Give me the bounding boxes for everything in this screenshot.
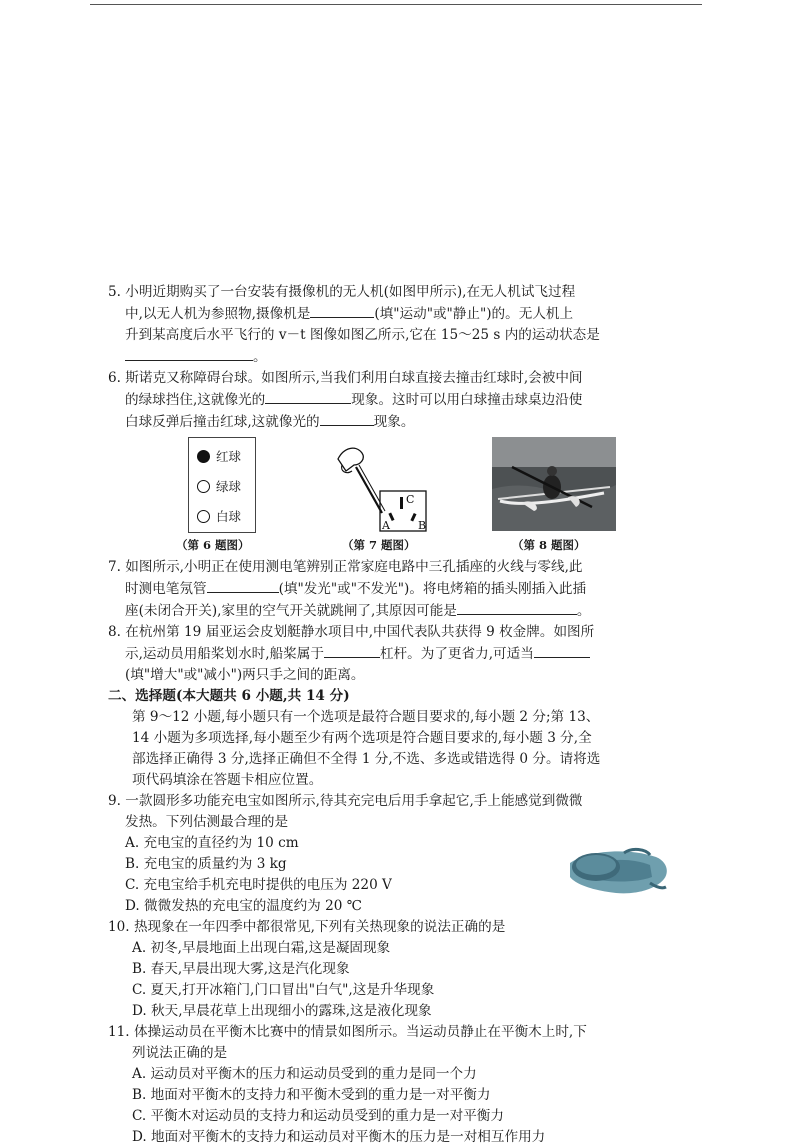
q6-blank-1[interactable] xyxy=(265,389,351,404)
question-6 xyxy=(108,368,680,433)
question-9 xyxy=(108,791,680,917)
q5-line-1: 5. 小明近期购买了一台安装有摄像机的无人机(如图甲所示),在无人机试飞过程 xyxy=(108,284,576,300)
q9-option-b[interactable]: B. 充电宝的质量约为 3 kg xyxy=(125,856,287,872)
q7-blank-1[interactable] xyxy=(207,578,279,593)
white-ball-icon xyxy=(197,510,210,523)
question-10 xyxy=(108,917,680,1022)
q9-option-c[interactable]: C. 充电宝给手机充电时提供的电压为 220 V xyxy=(125,877,392,893)
q6-text-c: 白球反弹后撞击红球,这就像光的 xyxy=(125,414,320,430)
q8-line-1: 8. 在杭州第 19 届亚运会皮划艇静水项目中,中国代表队共获得 9 枚金牌。如图所 xyxy=(108,624,595,640)
fig8-caption: （第 8 题图） xyxy=(512,538,586,552)
green-ball-icon xyxy=(197,480,210,493)
q9-option-d[interactable]: D. 微微发热的充电宝的温度约为 20 ℃ xyxy=(125,898,362,914)
q5-line-2 xyxy=(108,303,680,325)
legend-white-label: 白球 xyxy=(216,509,242,524)
q9-stem-2: 发热。下列估测最合理的是 xyxy=(125,814,289,830)
q8-blank-2[interactable] xyxy=(534,643,590,658)
fig6-legend xyxy=(188,437,256,533)
q10-option-d[interactable]: D. 秋天,早晨花草上出现细小的露珠,这是液化现象 xyxy=(132,1003,432,1019)
section-2-instr-4: 项代码填涂在答题卡相应位置。 xyxy=(132,772,323,788)
q5-text-b: (填"运动"或"静止")的。无人机上 xyxy=(374,306,574,322)
q6-line-2 xyxy=(108,389,680,411)
q5-blank-2[interactable] xyxy=(125,346,253,361)
q6-line-1: 6. 斯诺克又称障碍台球。如图所示,当我们利用白球直接去撞击红球时,会被中间 xyxy=(108,370,583,386)
section-2 xyxy=(108,686,680,791)
section-2-instr-2: 14 小题为多项选择,每小题至少有两个选项是符合题目要求的,每小题 3 分,全 xyxy=(132,730,592,746)
red-ball-icon xyxy=(197,450,210,463)
q5-line-4 xyxy=(108,346,680,368)
q7-text-c: 座(未闭合开关),家里的空气开关就跳闸了,其原因可能是 xyxy=(125,603,457,619)
q8-text-a: 示,运动员用船桨划水时,船桨属于 xyxy=(125,646,324,662)
question-11 xyxy=(108,1022,680,1148)
q10-option-a[interactable]: A. 初冬,早晨地面上出现白霜,这是凝固现象 xyxy=(132,940,391,956)
fig6-caption: （第 6 题图） xyxy=(176,538,250,552)
fig7-caption: （第 7 题图） xyxy=(342,538,416,552)
figure-row xyxy=(108,437,680,555)
legend-green xyxy=(197,476,241,497)
q7-text-d: 。 xyxy=(576,603,591,619)
question-8 xyxy=(108,622,680,686)
q11-stem-1: 11. 体操运动员在平衡木比赛中的情景如图所示。当运动员静止在平衡木上时,下 xyxy=(108,1024,587,1040)
q5-text-c: 。 xyxy=(253,349,267,365)
q10-option-b[interactable]: B. 春天,早晨出现大雾,这是汽化现象 xyxy=(132,961,350,977)
legend-red-label: 红球 xyxy=(216,449,242,464)
legend-white xyxy=(197,506,241,527)
q11-stem-2: 列说法正确的是 xyxy=(132,1045,228,1061)
header-rule xyxy=(90,4,702,5)
q7-line-3 xyxy=(108,600,680,622)
q10-option-c[interactable]: C. 夏天,打开冰箱门,门口冒出"白气",这是升华现象 xyxy=(132,982,435,998)
exam-content xyxy=(108,282,680,1148)
q7-blank-2[interactable] xyxy=(457,600,577,615)
q6-blank-2[interactable] xyxy=(320,411,374,426)
fig7-label-a: A xyxy=(382,519,390,532)
q7-text-a: 时测电笔氖管 xyxy=(125,581,207,597)
q6-line-3 xyxy=(108,411,680,433)
section-2-instr-3: 部选择正确得 3 分,选择正确但不全得 1 分,不选、多选或错选得 0 分。请将选 xyxy=(132,751,601,767)
power-bank-photo xyxy=(566,837,672,901)
section-2-title: 二、选择题(本大题共 6 小题,共 14 分) xyxy=(108,688,350,704)
question-5 xyxy=(108,282,680,368)
q11-option-c[interactable]: C. 平衡木对运动员的支持力和运动员受到的重力是一对平衡力 xyxy=(132,1108,504,1124)
q8-text-b: 杠杆。为了更省力,可适当 xyxy=(379,646,534,662)
q6-text-a: 的绿球挡住,这就像光的 xyxy=(125,392,266,408)
fig7-label-b: B xyxy=(418,519,427,532)
q10-stem: 10. 热现象在一年四季中都很常见,下列有关热现象的说法正确的是 xyxy=(108,919,506,935)
q9-stem-1: 9. 一款圆形多功能充电宝如图所示,待其充完电后用手拿起它,手上能感觉到微微 xyxy=(108,793,583,809)
q7-text-b: (填"发光"或"不发光")。将电烤箱的插头刚插入此插 xyxy=(278,581,587,597)
legend-red xyxy=(197,446,241,467)
q8-line-2 xyxy=(108,643,680,665)
fig7-tester-pen-diagram xyxy=(326,441,436,533)
q5-blank-1[interactable] xyxy=(310,303,374,318)
fig8-kayak-photo xyxy=(492,437,616,531)
q8-blank-1[interactable] xyxy=(324,643,380,658)
q6-text-d: 现象。 xyxy=(373,414,415,430)
q8-line-3: (填"增大"或"减小")两只手之间的距离。 xyxy=(125,667,365,683)
q7-line-2 xyxy=(108,578,680,600)
q5-text-a: 中,以无人机为参照物,摄像机是 xyxy=(125,306,311,322)
section-2-instr-1: 第 9～12 小题,每小题只有一个选项是最符合题目要求的,每小题 2 分;第 13、 xyxy=(132,709,600,725)
question-7 xyxy=(108,557,680,622)
q9-option-a[interactable]: A. 充电宝的直径约为 10 cm xyxy=(125,835,299,851)
q11-option-b[interactable]: B. 地面对平衡木的支持力和平衡木受到的重力是一对平衡力 xyxy=(132,1087,491,1103)
q6-text-b: 现象。这时可以用白球撞击球桌边沿使 xyxy=(351,392,583,408)
q11-option-d[interactable]: D. 地面对平衡木的支持力和运动员对平衡木的压力是一对相互作用力 xyxy=(132,1129,546,1145)
q5-line-3: 升到某高度后水平飞行的 v－t 图像如图乙所示,它在 15～25 s 内的运动状态是 xyxy=(125,327,600,343)
fig7-label-c: C xyxy=(406,493,415,506)
q11-option-a[interactable]: A. 运动员对平衡木的压力和运动员受到的重力是同一个力 xyxy=(132,1066,477,1082)
legend-green-label: 绿球 xyxy=(216,479,242,494)
q7-line-1: 7. 如图所示,小明正在使用测电笔辨别正常家庭电路中三孔插座的火线与零线,此 xyxy=(108,559,583,575)
